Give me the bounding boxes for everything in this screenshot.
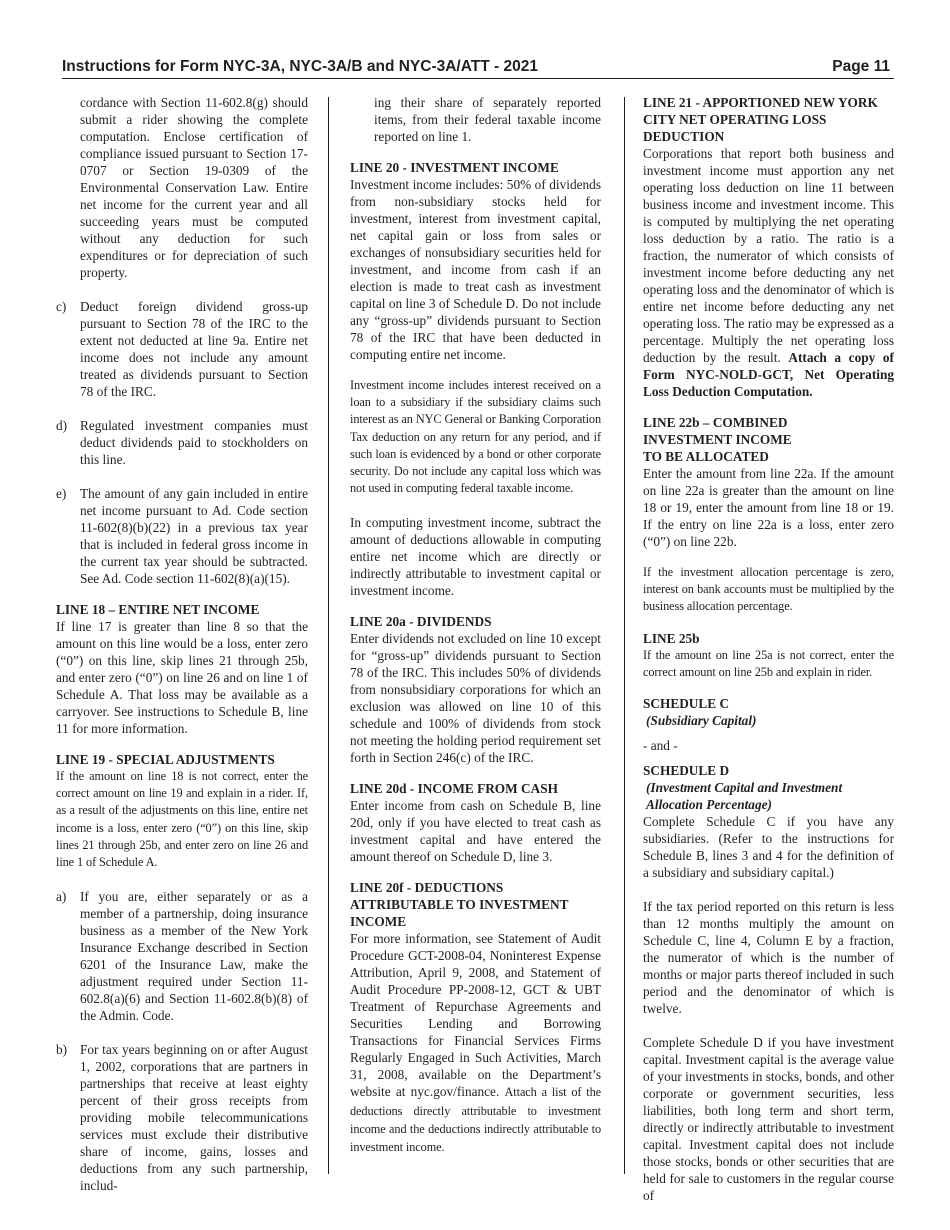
and-separator: - and - (643, 738, 678, 754)
line22b-heading: LINE 22b – COMBINED INVESTMENT INCOME TO BE ALLOCATED (643, 415, 792, 464)
header-rule (62, 78, 894, 79)
schedule-d-subtitle: (Investment Capital and Investment Allocation Percentage) (646, 780, 843, 813)
line20-text: Investment income includes: 50% of dividends from non-subsidiary stocks held for investment, interest from investment capital, net capital gain or loss from sales or exchanges of nonsubsidiary securities held for investment, and income from cash if an election is made to treat cash as investment capital on line 3 of Schedule D. Do not include any “gross-up” dividends pursuant to Section 78 of the IRC that have been deducted in computing entire net income. (350, 177, 601, 362)
line19-continuation: ing their share of separately reported items, from their federal taxable income reported on line 1. (374, 95, 601, 144)
line20f-text: For more information, see Statement of Audit Procedure GCT-2008-04, Noninterest Expense Attribution, April 9, 2008, and Statement of Audit Procedure PP-2008-12, GCT & UBT Treatment of Repurchase Agreements and Securities Lending and Borrowing Transactions for Financial Services Firms Regularly Engaged in Such Activities, March 31, 2008, available on the Department’s website at nyc.gov/finance. Attach a list of the deductions directly attributable to investment income and the deductions indirectly attributable to investment income. (350, 931, 601, 1155)
schedule-d-text: Complete Schedule C if you have any subsidiaries. (Refer to the instructions for Schedule B, lines 3 and 4 for the definition of a subsidiary and subsidiary capital.) (643, 814, 894, 881)
list-item-b: b) For tax years beginning on or after August 1, 2002, corporations that are partners in partnerships that receive at least eighty percent of their gross receipts from providing mobile telecommunications services must exclude their distributive share of income, gains, losses and deductions from any such partnership, includ- (56, 1042, 308, 1194)
line25b-heading: LINE 25b (643, 630, 700, 646)
schedule-d-text-2: If the tax period reported on this return is less than 12 months multiply the amount on Schedule C, line 4, Column E by a fraction, the numerator of which is the number of months or major parts thereof included in such period and the denominator of which is twelve. (643, 899, 894, 1017)
line20-text-3: In computing investment income, subtract the amount of deductions allowable in computing entire net income which are directly or indirectly attributable to investment capital or investment income. (350, 515, 601, 599)
line21-bold-note: Attach a copy of Form NYC-NOLD-GCT, Net Operating Loss Deduction Computation. (643, 350, 894, 399)
page-number: Page 11 (832, 58, 890, 75)
schedule-d-text-3: Complete Schedule D if you have investment capital. Investment capital is the average value of your investments in stocks, bonds, and other corporate or government securities, less liabilities, both long term and short term, directly or indirectly attributable to investment capital. Investment capital does not include those stocks, bonds or other securities that are held for sale to customers in the regular course of (643, 1035, 894, 1204)
line18-heading: LINE 18 – ENTIRE NET INCOME (56, 602, 260, 617)
page-header (62, 57, 894, 79)
line19-text: If the amount on line 18 is not correct, enter the correct amount on line 19 and explain in a rider. If, as a result of the adjustments on this line, entire net income is a loss, enter zero (“0”) on this line, skip lines 21 through 25b, and enter zero on line 26 and line 1 of Schedule A. (56, 769, 308, 870)
list-item-a: a) If you are, either separately or as a member of a partnership, doing insurance business as a member of the New York Insurance Exchange described in Section 6201 of the Insurance Law, make the adjustment required under Section 11-602.8(a)(6) and Section 11-602.8(b)(8) of the Admin. Code. (56, 889, 308, 1024)
line20a-text: Enter dividends not excluded on line 10 except for “gross-up” dividends pursuant to Section 78 of the IRC. This includes 50% of dividends from nonsubsidiary corporations for which an exclusion was allowed on line 10 of this schedule and 100% of dividends from stock not meeting the holding period requirement set forth in Section 246(c) of the IRC. (350, 631, 601, 766)
column-divider-1 (328, 97, 329, 1174)
line20f-heading: LINE 20f - DEDUCTIONS ATTRIBUTABLE TO INVESTMENT INCOME (350, 880, 569, 930)
line21-heading: LINE 21 - APPORTIONED NEW YORK CITY NET OPERATING LOSS DEDUCTION (643, 95, 878, 144)
line21-text: Corporations that report both business and investment income must apportion any net operating loss deduction on line 11 between business income and investment income. This is computed by multiplying the net operating loss deduction by a ratio. The ratio is a fraction, the numerator of which consists of investment income before deducting any net operating loss and the denominator of which is entire net income before deducting any net operating loss. The ratio may be expressed as a percentage. Multiply the net operating loss deduction by the result. Attach a copy of Form NYC-NOLD-GCT, Net Operating Loss Deduction Computation. (643, 146, 894, 399)
line20d-text: Enter income from cash on Schedule B, line 20d, only if you have elected to treat cash as investment capital and have entered the amount thereof on Schedule D, line 3. (350, 798, 601, 865)
line20d-heading: LINE 20d - INCOME FROM CASH (350, 781, 558, 797)
schedule-c-subtitle: (Subsidiary Capital) (646, 713, 757, 729)
line20f-text-2: Attach a list of the deductions directly attributable to investment income and the deductions indirectly attributable to investment income. (350, 1085, 601, 1155)
schedule-c-heading: SCHEDULE C (643, 696, 730, 712)
intro-paragraph: cordance with Section 11-602.8(g) should submit a rider showing the complete computation. Enclose certification of compliance issued pursuant to Section 17-0707 or Section 19-0309 of the Environmental Conservation Law. Entire net income for the current year and all succeeding years must be computed without any deduction for such expenditures or for depreciation of such property. (80, 95, 308, 280)
schedule-d-heading: SCHEDULE D (643, 763, 730, 779)
document-title: Instructions for Form NYC-3A, NYC-3A/B and NYC-3A/ATT - 2021 (62, 58, 538, 75)
line20-heading: LINE 20 - INVESTMENT INCOME (350, 160, 559, 175)
column-2 (350, 94, 601, 1156)
column-divider-2 (624, 97, 625, 1174)
line20a-heading: LINE 20a - DIVIDENDS (350, 614, 492, 630)
line20-text-2: Investment income includes interest received on a loan to a subsidiary if the subsidiary claims such interest as an NYC General or Banking Corporation Tax deduction on any return for any period, and if such loan is evidenced by a bond or other corporate security. Do not include any capital loss which was not used in computing federal taxable income. (350, 378, 601, 496)
line22b-text: Enter the amount from line 22a. If the amount on line 22a is greater than the amount on line 18 or 19, enter the amount from line 18 or 19. If the entry on line 22a is a loss, enter zero (“0”) on line 22b. (643, 466, 894, 549)
list-item-d: d) Regulated investment companies must deduct dividends paid to stockholders on this line. (56, 418, 308, 467)
line18-text: If line 17 is greater than line 8 so that the amount on this line would be a loss, enter zero (“0”) on this line, skip lines 21 through 25b, and enter zero (“0”) on line 26 and on line 1 of Schedule A. That loss may be available as a carryover. See instructions to Schedule B, line 11 for more information. (56, 619, 308, 736)
column-1 (56, 94, 308, 1194)
line19-heading: LINE 19 - SPECIAL ADJUSTMENTS (56, 752, 275, 767)
column-3 (643, 94, 894, 1204)
line22b-text-2: If the investment allocation percentage is zero, interest on bank accounts must be multiplied by the business allocation percentage. (643, 565, 894, 614)
line25b-text: If the amount on line 25a is not correct, enter the correct amount on line 25b and explain in rider. (643, 647, 894, 679)
list-item-e: e) The amount of any gain included in entire net income pursuant to Ad. Code section 11-602(8)(b)(22) in a previous tax year that is included in federal gross income in the current tax year should be subtracted. See Ad. Code section 11-602(8)(a)(15). (56, 486, 308, 586)
list-item-c: c) Deduct foreign dividend gross-up pursuant to Section 78 of the IRC to the extent not deducted at line 9a. Entire net income does not include any amount treated as dividends pursuant to Section 78 of the IRC. (56, 299, 308, 399)
